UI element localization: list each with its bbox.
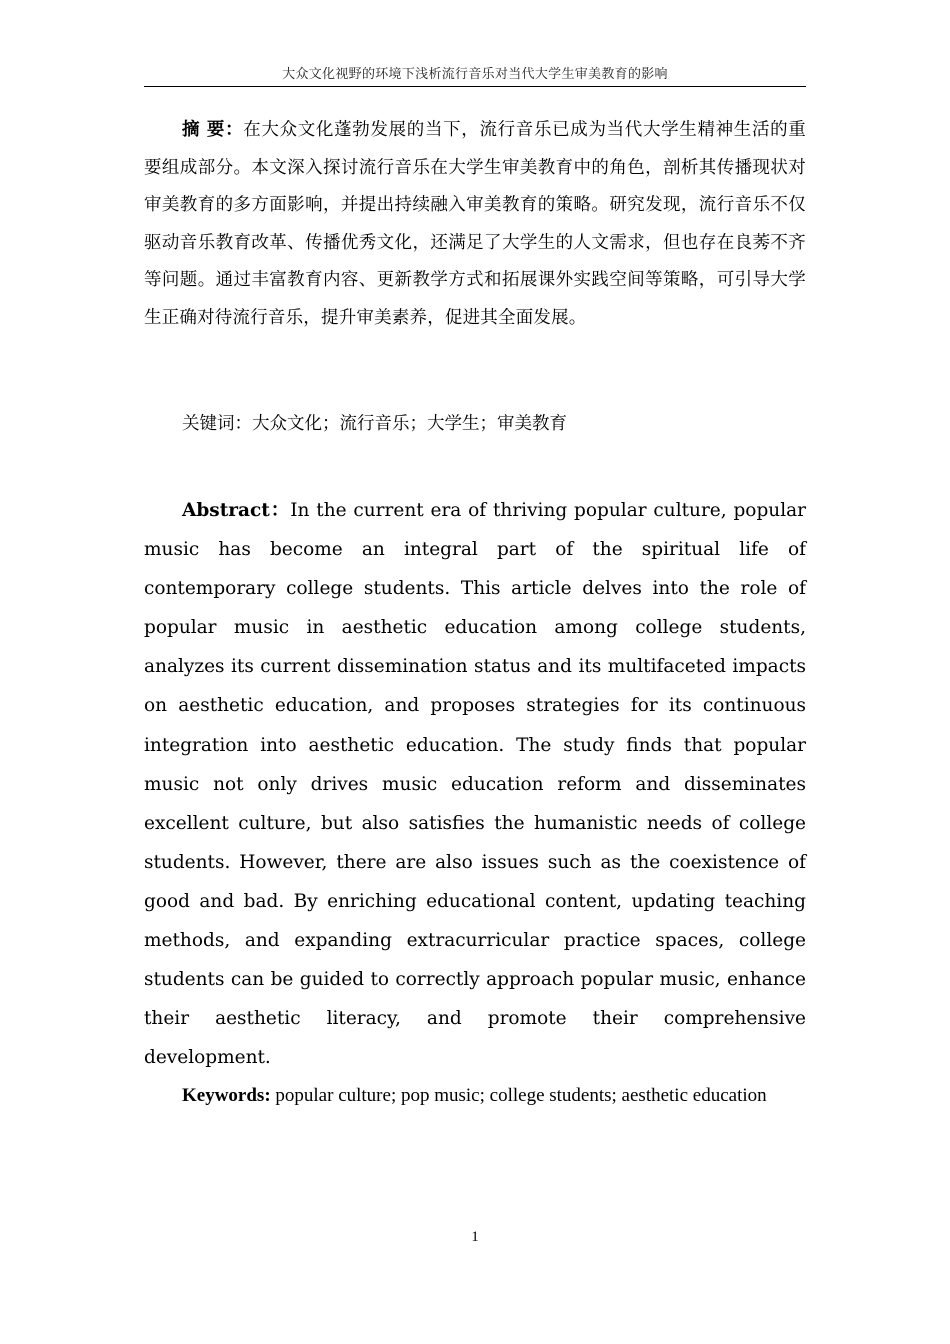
english-abstract-separator: ： — [269, 500, 291, 521]
chinese-abstract — [144, 112, 806, 337]
english-keywords-text: popular culture; pop music; college students; aesthetic education — [270, 1085, 767, 1106]
running-header-title: 大众文化视野的环境下浅析流行音乐对当代大学生审美教育的影响 — [282, 67, 668, 82]
chinese-keywords — [182, 406, 567, 442]
chinese-abstract-text: 在大众文化蓬勃发展的当下，流行音乐已成为当代大学生精神生活的重要组成部分。本文深入探讨流行音乐在大学生审美教育中的角色，剖析其传播现状对审美教育的多方面影响，并提出持续融入审美教育的策略。研究发现，流行音乐不仅驱动音乐教育改革、传播优秀文化，还满足了大学生的人文需求，但也存在良莠不齐等问题。通过丰富教育内容、更新教学方式和拓展课外实践空间等策略，可引导大学生正确对待流行音乐，提升审美素养，促进其全面发展。 — [144, 120, 806, 328]
english-abstract-text: In the current era of thriving popular culture, popular music has become an integral part of the spiritual life of contemporary college students. This article delves into the role of popular music in aesthetic education among college students, analyzes its current dissemination status and its multifaceted impacts on aesthetic education, and proposes strategies for its continuous integration into aesthetic education. The study finds that popular music not only drives music education reform and disseminates excellent culture, but also satisfies the humanistic needs of college students. However, there are also issues such as the coexistence of good and bad. By enriching educational content, updating teaching methods, and expanding extracurricular practice spaces, college students can be guided to correctly approach popular music, enhance their aesthetic literacy, and promote their comprehensive development. — [144, 500, 806, 1069]
page-number: 1 — [471, 1229, 479, 1245]
header-divider — [144, 86, 806, 87]
chinese-abstract-label: 摘 要： — [182, 120, 244, 140]
chinese-keywords-text: 大众文化；流行音乐；大学生；审美教育 — [252, 414, 567, 434]
chinese-keywords-label: 关键词： — [182, 414, 252, 434]
english-abstract-label: Abstract — [182, 500, 270, 521]
english-keywords-label: Keywords: — [182, 1085, 271, 1106]
english-keywords — [182, 1081, 767, 1111]
english-abstract — [144, 491, 806, 1077]
